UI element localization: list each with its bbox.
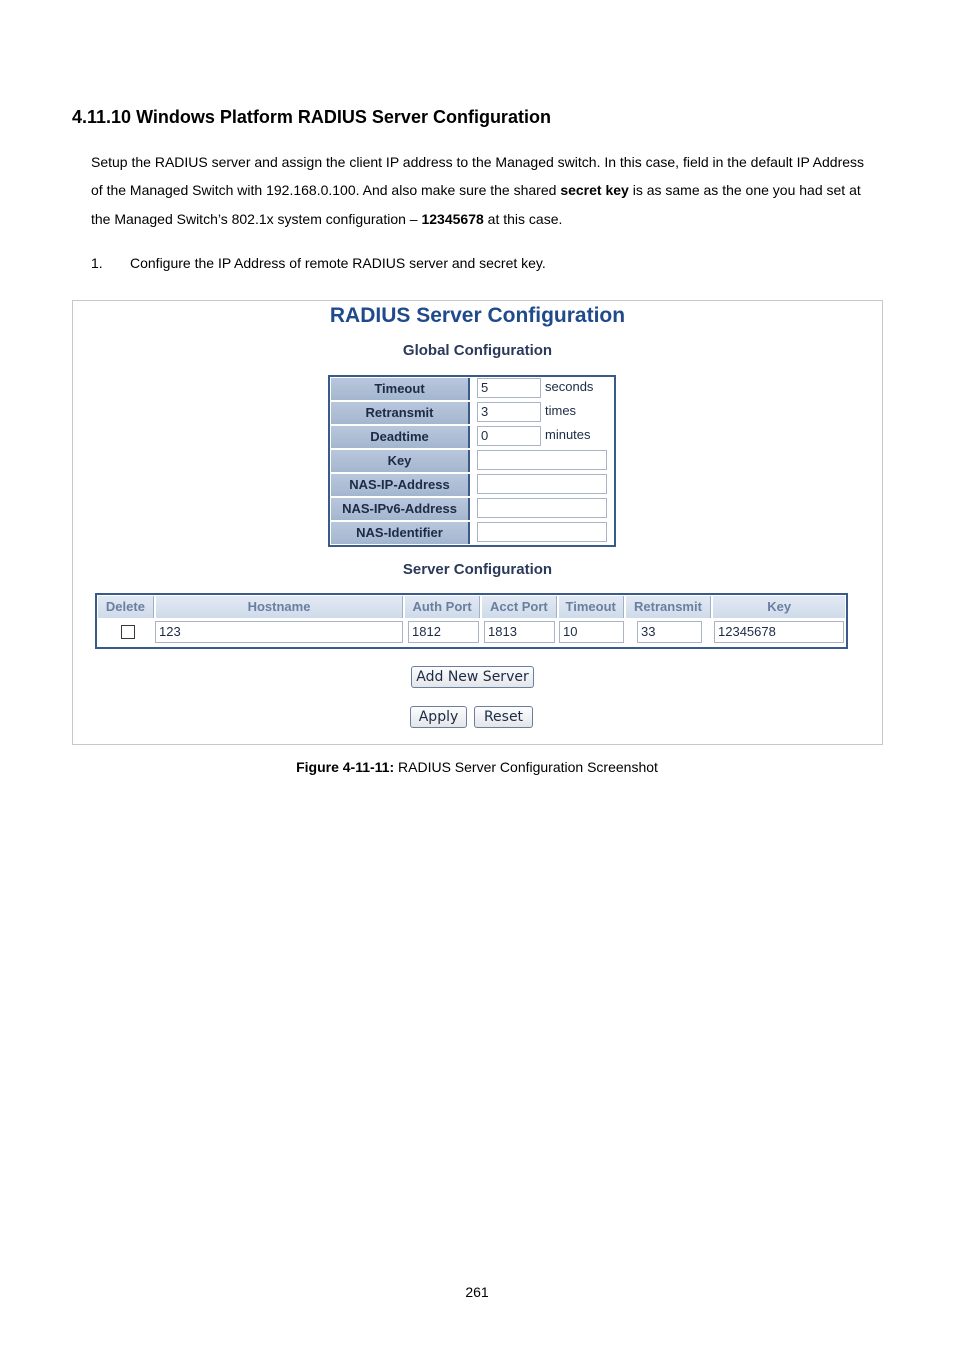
radius-config-figure (72, 300, 883, 745)
global-cell (471, 521, 614, 545)
global-cell (471, 401, 614, 425)
global-label: Deadtime (331, 426, 470, 448)
intro-line-1: Setup the RADIUS server and assign the client IP address to the Managed switch. In this case, field in the default IP Address (91, 154, 865, 170)
global-row-deadtime (330, 425, 614, 449)
header-auth-port: Auth Port (405, 596, 480, 618)
intro-bold-key-value: 12345678 (421, 211, 484, 227)
header-hostname: Hostname (156, 596, 403, 618)
key-input[interactable] (477, 450, 607, 470)
delete-checkbox[interactable] (121, 625, 135, 639)
header-acct-port: Acct Port (482, 596, 557, 618)
intro-line-3 (91, 211, 891, 227)
server-table-header (97, 595, 846, 619)
hostname-input[interactable]: 123 (155, 621, 403, 643)
nas-ip-address-input[interactable] (477, 474, 607, 494)
add-new-server-button[interactable]: Add New Server (411, 666, 534, 688)
server-config-title: Server Configuration (402, 561, 553, 578)
step-number: 1. (91, 255, 103, 271)
key-input[interactable]: 12345678 (714, 621, 844, 643)
global-label: NAS-IP-Address (331, 474, 470, 496)
global-cell (471, 473, 614, 497)
apply-button[interactable]: Apply (410, 706, 467, 728)
retransmit-input[interactable]: 33 (637, 621, 702, 643)
deadtime-input[interactable]: 0 (477, 426, 541, 446)
caption-text: RADIUS Server Configuration Screenshot (394, 759, 658, 775)
deadtime-unit: minutes (545, 427, 591, 442)
global-cell (471, 497, 614, 521)
section-title: 4.11.10 Windows Platform RADIUS Server Configuration (72, 107, 551, 127)
header-retransmit: Retransmit (626, 596, 712, 618)
header-delete: Delete (98, 596, 154, 618)
global-cell (471, 425, 614, 449)
server-config-table (95, 593, 848, 649)
global-row-nas-ipv6 (330, 497, 614, 521)
step-text: Configure the IP Address of remote RADIUS server and secret key. (130, 255, 546, 271)
global-row-timeout (330, 377, 614, 401)
intro-text: at this case. (483, 211, 563, 227)
retransmit-input[interactable]: 3 (477, 402, 541, 422)
global-label: Timeout (331, 378, 470, 400)
global-row-key (330, 449, 614, 473)
nas-ipv6-address-input[interactable] (477, 498, 607, 518)
retransmit-unit: times (545, 403, 577, 418)
global-label: NAS-Identifier (331, 522, 470, 544)
table-row (97, 619, 846, 645)
global-label: Key (331, 450, 470, 472)
acct-port-input[interactable]: 1813 (484, 621, 555, 643)
global-label: Retransmit (331, 402, 470, 424)
global-label: NAS-IPv6-Address (331, 498, 470, 520)
intro-text: the Managed Switch’s 802.1x system configuration – (91, 211, 422, 227)
figure-caption (0, 759, 954, 775)
global-cell (471, 377, 614, 401)
radius-config-title: RADIUS Server Configuration (329, 304, 626, 327)
intro-bold-secret-key: secret key (560, 182, 629, 198)
global-row-retransmit (330, 401, 614, 425)
nas-identifier-input[interactable] (477, 522, 607, 542)
timeout-input[interactable]: 10 (559, 621, 624, 643)
header-timeout: Timeout (559, 596, 624, 618)
global-row-nas-ip (330, 473, 614, 497)
global-cell (471, 449, 614, 473)
global-config-table (328, 375, 616, 547)
intro-text: is as same as the one you had set at (628, 182, 861, 198)
page-number: 261 (465, 1284, 489, 1300)
caption-label: Figure 4-11-11: (296, 759, 395, 775)
global-row-nas-identifier (330, 521, 614, 545)
auth-port-input[interactable]: 1812 (408, 621, 479, 643)
global-config-title: Global Configuration (402, 342, 553, 359)
reset-button[interactable]: Reset (474, 706, 533, 728)
header-key: Key (713, 596, 845, 618)
intro-text: of the Managed Switch with 192.168.0.100. And also make sure the shared (91, 182, 561, 198)
timeout-input[interactable]: 5 (477, 378, 541, 398)
intro-line-2 (91, 182, 891, 198)
timeout-unit: seconds (545, 379, 594, 394)
